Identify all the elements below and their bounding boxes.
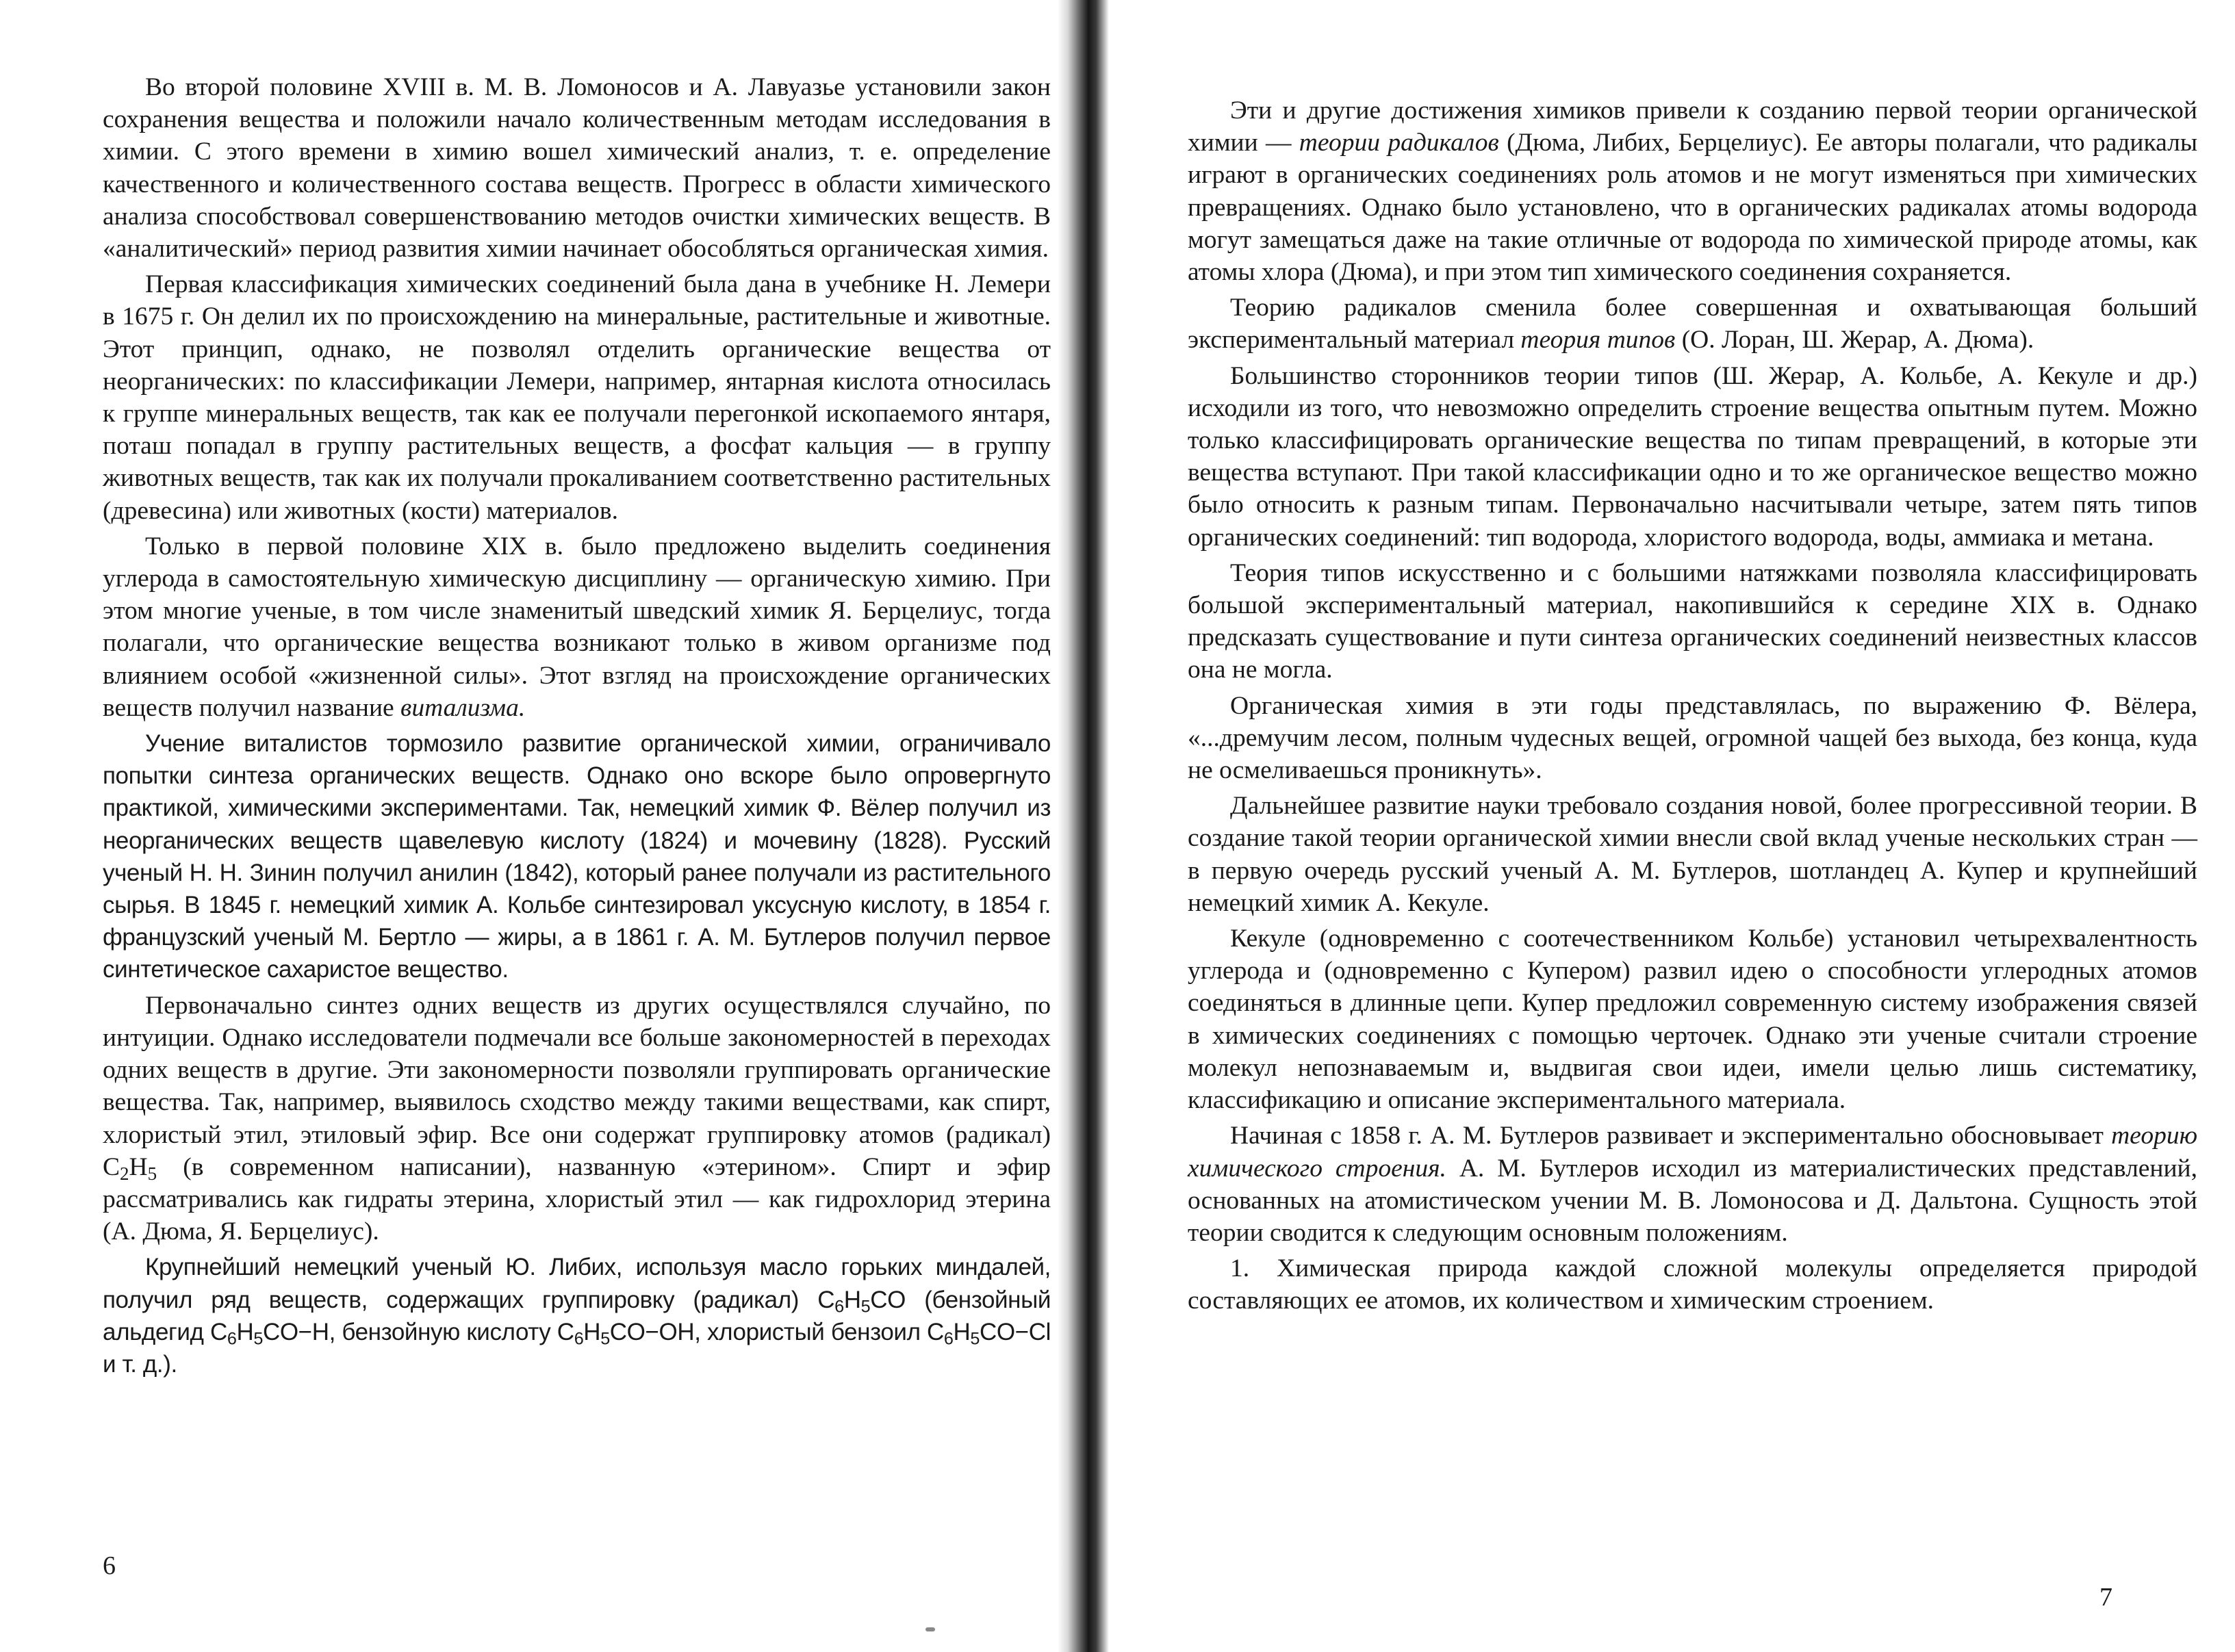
paragraph — [103, 1251, 1051, 1380]
paragraph-text: Теорию радикалов сменила более совершенная и охватывающая больший экспериментальный материал — [1188, 294, 2197, 354]
paragraph-text: Только в первой половине XIX в. было предложено выделить соединения углерода в самостоятельную химическую дисциплину — органическую химию. При этом многие ученые, в том числе знаменитый шведский химик Я. Берцелиус, тогда полагали, что органические вещества возникают только в живом организме под влиянием особой «жизненной силы». Этот взгляд на происхождение органических веществ получил название — [103, 532, 1051, 722]
paragraph-text: Эти и другие достижения химиков привели к созданию первой теории органической химии — — [1188, 96, 2197, 157]
paragraph: Первая классификация химических соединений была дана в учебнике Н. Лемери в 1675 г. Он делил их по происхождению на минеральные, растительные и животные. Этот принцип, однако, не позволял отделить органические вещества от неорганических: по классификации Лемери, например, янтарная кислота относилась к группе минеральных веществ, так как ее получали перегонкой ископаемого янтаря, поташ попадал в группу растительных веществ, а фосфат кальция — в группу животных веществ, так как их получали прокаливанием соответственно растительных (древесина) или животных (кости) материалов. — [103, 270, 1051, 525]
right-page-text — [1188, 94, 2197, 1317]
formula-c2h5: $C_2H_5$ — [103, 1152, 157, 1184]
paragraph-text: и т. д.). — [103, 1350, 177, 1378]
paragraph-text: Начиная с 1858 г. А. М. Бутлеров развивает и экспериментально обосновывает — [1230, 1122, 2104, 1150]
paragraph-text: (Дюма, Либих, Берцелиус). Ее авторы полагали, что радикалы играют в органических соединениях роль атомов и не могут изменяться при химических превращениях. Однако было установлено, что в органических радикалах атомы водорода могут замещаться даже на такие отличные от водорода по химической природе атомы, как атомы хлора (Дюма), и при этом тип химического соединения сохраняется. — [1188, 129, 2198, 287]
paragraph — [1188, 94, 2197, 288]
term-type-theory: теория типов — [1520, 326, 1676, 354]
formula-acid: бензойную кислоту $C_6H_5CO-OH$, — [342, 1318, 701, 1349]
scan-speck — [925, 1627, 935, 1631]
term-radical-theory: теории радикалов — [1299, 129, 1499, 157]
paragraph-text: (в современном написании), названную «этерином». Спирт и эфир рассматривались как гидраты этерина, хлористый этил — как гидрохлорид этерина (А. Дюма, Я. Берцелиус). — [103, 1152, 1051, 1246]
paragraph-text: Первоначально синтез одних веществ из других осуществлялся случайно, по интуиции. Однако исследователи подмечали все больше закономерностей в переходах одних веществ в другие. Эти закономерности позволяли группировать органические вещества. Так, например, выявилось сходство между такими веществами, как спирт, хлористый этил, этиловый эфир. Все они содержат группировку атомов (радикал) — [103, 991, 1051, 1149]
paragraph: Учение виталистов тормозило развитие органической химии, ограничивало попытки синтеза органических веществ. Однако оно вскоре было опровергнуто практикой, химическими экспериментами. Так, немецкий химик Ф. Вёлер получил из неорганических веществ щавелевую кислоту (1824) и мочевину (1828). Русский ученый Н. Н. Зинин получил анилин (1842), который ранее получали из растительного сырья. В 1845 г. немецкий химик А. Кольбе синтезировал уксусную кислоту, в 1854 г. французский ученый М. Бертло — жиры, а в 1861 г. А. М. Бутлеров получил первое синтетическое сахаристое вещество. — [103, 730, 1051, 983]
term-vitalism: витализма. — [400, 693, 526, 722]
paragraph — [103, 530, 1051, 724]
right-page — [1109, 0, 2235, 1652]
paragraph: Во второй половине XVIII в. М. В. Ломоносов и А. Лавуазье установили закон сохранения вещества и положили начало количественным методам исследования в химии. С этого времени в химию вошел химический анализ, т. е. определение качественного и количественного состава веществ. Прогресс в области химического анализа способствовал совершенствованию методов очистки химических веществ. В «аналитический» период развития химии начинает обособляться органическая химия. — [103, 73, 1051, 263]
paragraph: Теория типов искусственно и с большими натяжками позволяла классифицировать большой экспериментальный материал, накопившийся к середине XIX в. Однако предсказать существование и пути синтеза органических соединений неизвестных классов она не могла. — [1188, 558, 2197, 684]
page-number: 6 — [103, 1551, 116, 1580]
paragraph — [103, 990, 1051, 1248]
book-gutter-shadow — [1058, 0, 1109, 1652]
paragraph: Дальнейшее развитие науки требовало создания новой, более прогрессивной теории. В создание такой теории органической химии внесли свой вклад ученые нескольких стран — в первую очередь русский ученый А. М. Бутлеров, шотландец А. Купер и крупнейший немецкий химик А. Кекуле. — [1188, 792, 2197, 917]
paragraph — [1188, 1120, 2197, 1249]
term-structure-theory: теорию химического строения. — [1188, 1122, 2198, 1183]
left-page-text — [103, 71, 1051, 1380]
formula-aldehyde: (бензойный альдегид $C_6H_5CO-H$, — [103, 1286, 1051, 1349]
left-page — [0, 0, 1058, 1652]
formula-c6h5co: $C_6H_5CO$ — [817, 1286, 906, 1316]
paragraph: Органическая химия в эти годы представлялась, по выражению Ф. Вёлера, «...дремучим лесом, полным чудесных вещей, огромной чащей без выхода, без конца, куда не осмеливаешься проникнуть». — [1188, 691, 2197, 785]
paragraph: Кекуле (одновременно с соотечественником Кольбе) установил четырехвалентность углерода и (одновременно с Купером) развил идею о способности углеродных атомов соединяться в длинные цепи. Купер предложил современную систему изображения связей в химических соединениях с помощью черточек. Однако эти ученые считали строение молекул непознаваемым и, выдвигая свои идеи, имели целью лишь систематику, классификацию и описание экспериментального материала. — [1188, 925, 2197, 1115]
paragraph — [1188, 292, 2197, 356]
paragraph-text: Крупнейший немецкий ученый Ю. Либих, используя масло горьких миндалей, получил ряд веществ, содержащих группировку (радикал) — [103, 1254, 1051, 1313]
paragraph-text: (О. Лоран, Ш. Жерар, А. Дюма). — [1681, 326, 2034, 354]
paragraph: Большинство сторонников теории типов (Ш. Жерар, А. Кольбе, А. Кекуле и др.) исходили из того, что невозможно определить строение вещества опытным путем. Можно только классифицировать органические вещества по типам превращений, в которые эти вещества вступают. При такой классификации одно и то же органическое вещество можно было относить к разным типам. Первоначально насчитывали четыре, затем пять типов органических соединений: тип водорода, хлористого водорода, воды, аммиака и метана. — [1188, 361, 2197, 552]
paragraph: 1. Химическая природа каждой сложной молекулы определяется природой составляющих ее атомов, их количеством и химическим строением. — [1188, 1254, 2197, 1315]
page-number: 7 — [2099, 1583, 2112, 1612]
formula-chloride: хлористый бензоил $C_6H_5CO-Cl$ — [707, 1318, 1051, 1349]
paragraph-text: А. М. Бутлеров исходил из материалистических представлений, основанных на атомистическом учении М. В. Ломоносова и Д. Дальтона. Сущность этой теории сводится к следующим основным положениям. — [1188, 1154, 2198, 1247]
